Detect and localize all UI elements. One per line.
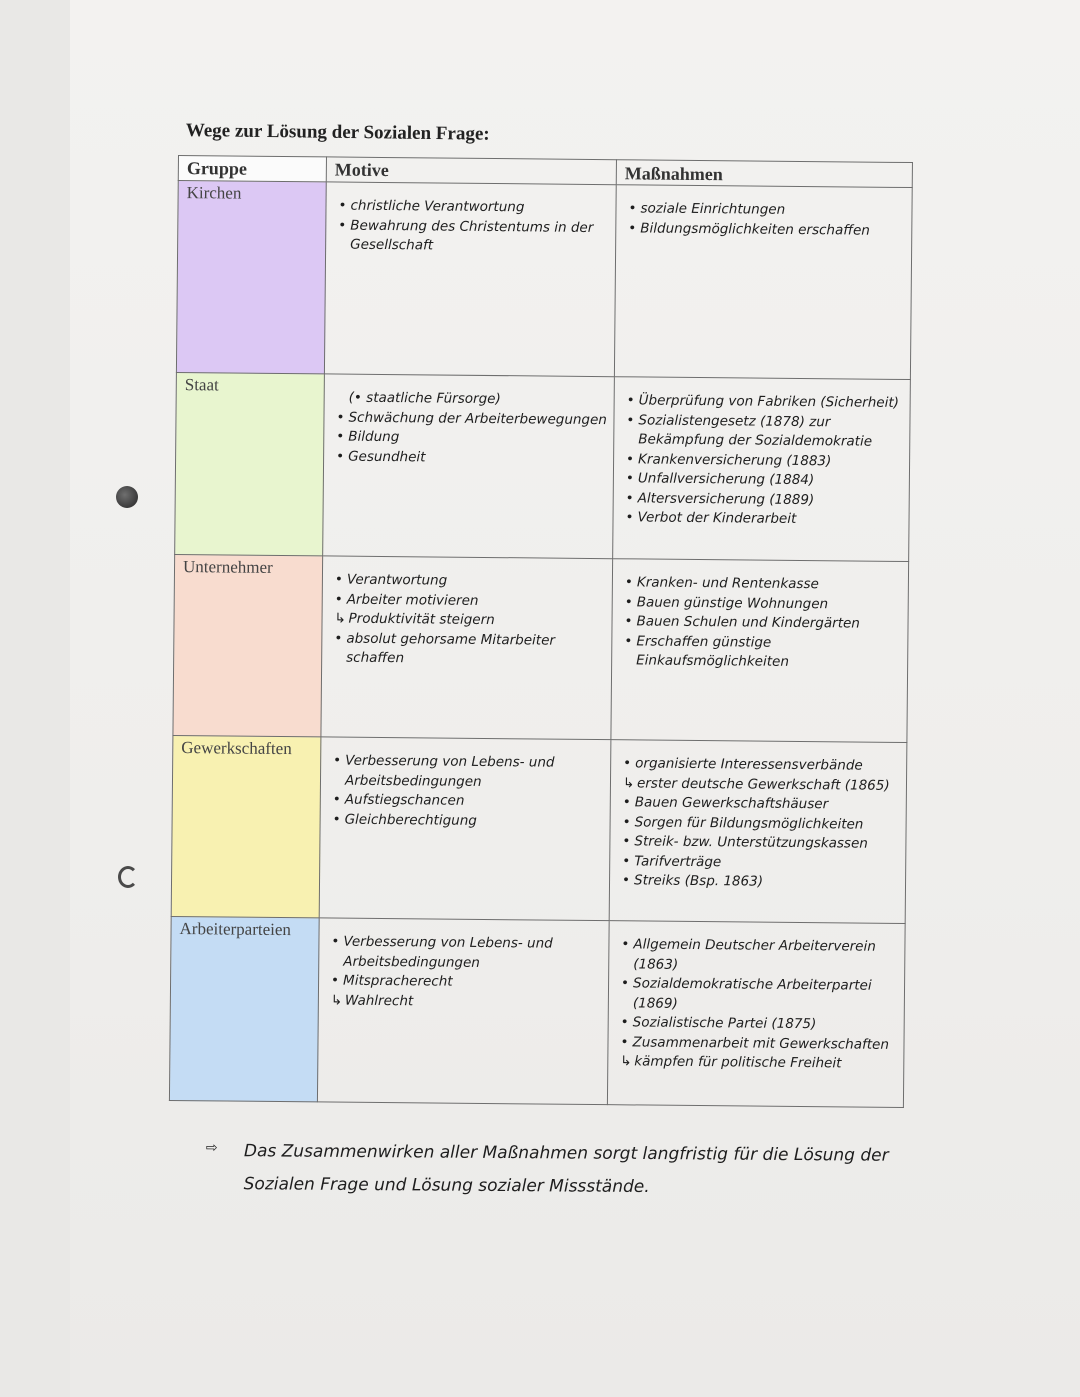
list-item: • Gleichberechtigung xyxy=(333,810,604,832)
list-item: ↳ kämpfen für politische Freiheit xyxy=(620,1053,897,1075)
punch-hole-icon xyxy=(116,486,138,508)
list-item: • Bewahrung des Christentums in der Gesellschaft xyxy=(338,216,609,258)
list-item: • organisierte Interessensverbände xyxy=(623,754,900,776)
bullet-list xyxy=(331,933,603,1014)
measures-cell xyxy=(607,921,905,1108)
list-item: • Bauen Gewerkschaftshäuser xyxy=(623,793,900,815)
list-item: • Unfallversicherung (1884) xyxy=(626,470,903,492)
bullet-list xyxy=(620,935,898,1075)
list-item: • Gesundheit xyxy=(336,447,607,469)
list-item: • Krankenversicherung (1883) xyxy=(626,450,903,472)
bullet-list xyxy=(338,197,610,258)
table-row xyxy=(171,735,907,923)
table-row xyxy=(169,916,905,1107)
bullet-list xyxy=(333,752,605,833)
list-item: ↳ Wahlrecht xyxy=(331,991,602,1013)
list-item: • Streik- bzw. Unterstützungskassen xyxy=(622,833,899,855)
motive-cell xyxy=(323,374,615,559)
bullet-list xyxy=(628,199,905,241)
table-row xyxy=(175,372,911,561)
header-motive: Motive xyxy=(326,157,616,185)
measures-cell xyxy=(611,559,909,743)
motive-cell xyxy=(319,737,611,921)
list-item: • Kranken- und Rentenkasse xyxy=(625,573,902,595)
list-item: • Aufstiegschancen xyxy=(333,791,604,813)
motive-cell xyxy=(317,918,609,1105)
list-item: • Erschaffen günstige Einkaufsmöglichkeiten xyxy=(624,632,901,674)
group-cell: Unternehmer xyxy=(173,554,323,736)
punch-hole-icon xyxy=(118,866,138,888)
measures-cell xyxy=(613,377,911,562)
list-item: • Tarifverträge xyxy=(622,852,899,874)
page-title: Wege zur Lösung der Sozialen Frage: xyxy=(185,120,490,145)
bullet-list xyxy=(334,571,606,671)
list-item: • Zusammenarbeit mit Gewerkschaften xyxy=(620,1033,897,1055)
measures-cell xyxy=(614,185,912,380)
group-cell: Kirchen xyxy=(176,181,326,374)
list-item: ↳ erster deutsche Gewerkschaft (1865) xyxy=(623,774,900,796)
list-item: • Sozialdemokratische Arbeiterpartei (1869) xyxy=(621,974,898,1016)
list-item: ↳ Produktivität steigern xyxy=(334,610,605,632)
list-item: (• staatliche Fürsorge) xyxy=(348,389,501,408)
arrow-right-icon: ⇨ xyxy=(205,1139,218,1157)
group-cell: Arbeiterparteien xyxy=(169,916,319,1101)
list-item: • Allgemein Deutscher Arbeiterverein (1863) xyxy=(621,935,898,977)
list-item: • Sorgen für Bildungsmöglichkeiten xyxy=(623,813,900,835)
list-item: • christliche Verantwortung xyxy=(338,197,609,219)
group-cell: Gewerkschaften xyxy=(171,735,321,917)
motive-cell xyxy=(321,556,613,740)
list-item: • Schwächung der Arbeiterbewegungen xyxy=(336,408,607,430)
list-item: • Streiks (Bsp. 1863) xyxy=(622,872,899,894)
solutions-table xyxy=(169,155,912,1108)
list-item: • Altersversicherung (1889) xyxy=(626,489,903,511)
list-item: • Bauen Schulen und Kindergärten xyxy=(624,612,901,634)
list-item: • soziale Einrichtungen xyxy=(628,199,905,221)
list-item: • Verbot der Kinderarbeit xyxy=(625,509,902,531)
header-measures: Maßnahmen xyxy=(616,160,912,188)
conclusion xyxy=(205,1135,934,1206)
bullet-list xyxy=(336,389,608,470)
list-item: • Sozialistische Partei (1875) xyxy=(621,1014,898,1036)
list-item: • Überprüfung von Fabriken (Sicherheit) xyxy=(627,391,904,413)
conclusion-text: Das Zusammenwirken aller Maßnahmen sorgt langfristig für die Lösung der Sozialen Frage und Lösung sozialer Missstände. xyxy=(243,1141,889,1198)
list-item: • Bauen günstige Wohnungen xyxy=(625,593,902,615)
measures-cell xyxy=(609,740,907,924)
list-item: • Arbeiter motivieren xyxy=(335,590,606,612)
list-item: • Bildungsmöglichkeiten erschaffen xyxy=(628,219,905,241)
list-item: • Verbesserung von Lebens- und Arbeitsbedingungen xyxy=(333,752,604,794)
list-item: • Bildung xyxy=(336,428,607,450)
list-item: • Sozialistengesetz (1878) zur Bekämpfung der Sozialdemokratie xyxy=(626,411,903,453)
bullet-list xyxy=(625,391,903,531)
list-item: • Verantwortung xyxy=(335,571,606,593)
bullet-list xyxy=(622,754,900,894)
list-item: • absolut gehorsame Mitarbeiter schaffen xyxy=(334,629,605,671)
motive-cell xyxy=(324,182,616,377)
table-row xyxy=(176,181,912,380)
bullet-list xyxy=(624,573,902,673)
list-item: • Verbesserung von Lebens- und Arbeitsbedingungen xyxy=(331,933,602,975)
header-group: Gruppe xyxy=(178,156,326,182)
group-cell: Staat xyxy=(175,372,325,555)
list-item: • Mitspracherecht xyxy=(331,972,602,994)
table-row xyxy=(173,554,909,742)
